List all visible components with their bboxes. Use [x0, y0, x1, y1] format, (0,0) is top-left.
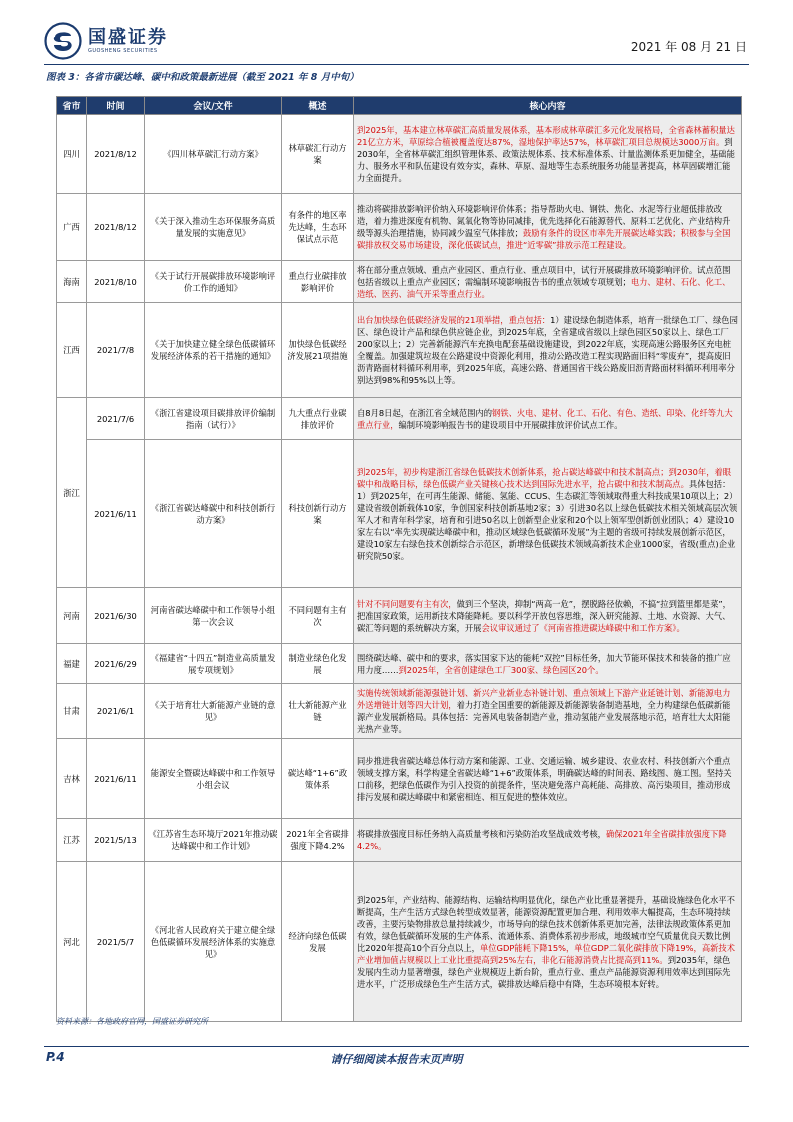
document-cell: 《江苏省生态环境厅2021年推动碳达峰碳中和工作计划》 [145, 819, 282, 862]
brand-name: 国盛证券 [88, 27, 168, 48]
summary-cell: 不同问题有主有次 [282, 588, 354, 644]
content-text: 自8月8日起，在浙江省全域范围内的 [357, 407, 493, 418]
header-summary: 概述 [282, 97, 354, 115]
guosheng-logo-icon [44, 22, 82, 60]
highlight-text: 到2025年，全省创建绿色工厂300家、绿色园区20个。 [398, 664, 604, 675]
highlight-text: 实施传统领域新能源强链计划、新兴产业新业态补链计划、重点领域上下游产业延链计划、新能源电力外送增链计划等四大计划， [357, 688, 731, 710]
date-cell: 2021/7/8 [87, 303, 145, 398]
date-cell: 2021/8/12 [87, 115, 145, 194]
highlight-text: 到2025年，基本建立林草碳汇高质量发展体系，基本形成林草碳汇多元化发展格局，全省森林蓄积量达21亿立方米，草原综合植被覆盖度达87%，湿地保护率达57%，林草碳汇项目总规模达3000万亩。 [357, 125, 735, 147]
policy-table [56, 96, 742, 1022]
document-cell: 河南省碳达峰碳中和工作领导小组第一次会议 [145, 588, 282, 644]
document-cell: 《福建省“十四五”制造业高质量发展专项规划》 [145, 644, 282, 684]
page-number: P.4 [46, 1050, 65, 1064]
province-cell: 海南 [57, 261, 87, 303]
province-cell: 吉林 [57, 739, 87, 819]
province-cell: 河南 [57, 588, 87, 644]
highlight-text: 针对不同问题要有主有次， [357, 598, 457, 609]
date-cell: 2021/6/29 [87, 644, 145, 684]
document-cell: 《河北省人民政府关于建立健全绿色低碳循环发展经济体系的实施意见》 [145, 862, 282, 1022]
table-row [57, 684, 742, 739]
summary-cell: 制造业绿色化发展 [282, 644, 354, 684]
table-row [57, 644, 742, 684]
table-row [57, 739, 742, 819]
page-header [44, 22, 749, 64]
highlight-text: 出台加快绿色低碳经济发展的21项举措，重点包括： [357, 315, 551, 325]
content-cell [354, 115, 742, 194]
content-cell [354, 303, 742, 398]
summary-cell: 九大重点行业碳排放评价 [282, 398, 354, 440]
content-cell [354, 588, 742, 644]
content-cell [354, 819, 742, 862]
content-text: 到2030年，全省林草碳汇组织管理体系、政策法规体系、技术标准体系、计量监测体系更加健全，基础能力、服务水平和队伍建设有效夯实，森林、草原、湿地等生态系统服务功能显著提高，林草固碳增汇能力全面提升。 [357, 137, 735, 183]
header-divider [44, 64, 749, 65]
content-text: 1）建设绿色制造体系，培育一批绿色工厂、绿色园区、绿色设计产品和绿色供应链企业，到2025年底，全省建成省级以上绿色园区50家以上、绿色工厂200家以上；2）完善新能源汽车充换电配套基础设施建设，到2022年底，实现高速公路服务区充电桩全覆盖。加强建筑垃圾在公路建设中资源化利用，推动公路改造工程实现路面旧料“零废弃”，提高废旧沥青路面材料循环利用率，到2025年底，高速公路、普通国省干线公路废旧沥青路面材料循环利用率分别达到98%和95%以上等。 [357, 315, 738, 385]
content-cell [354, 440, 742, 588]
summary-cell: 林草碳汇行动方案 [282, 115, 354, 194]
province-cell: 甘肃 [57, 684, 87, 739]
date-cell: 2021/5/7 [87, 862, 145, 1022]
table-row [57, 862, 742, 1022]
content-text: 具体包括：1）到2025年，在可再生能源、储能、氢能、CCUS、生态碳汇等领域取得重大科技成果10项以上；2）建设省级创新载体10家，争创国家科技创新基地2家；3）引进30名以上绿色低碳技术相关领域高层次领军人才和青年科学家，培育和引进50名以上创新型企业家和20个以上领军型创新创业团队；4）建设10家左右以“率先实现碳达峰碳中和，推动区域绿色低碳循环发展”为主题的省级可持续发展创新示范区，建设10家左右绿色技术创新综合示范区，新增绿色低碳技术领域高新技术企业1000家，省级(重点)企业研究院50家。 [357, 478, 738, 561]
header-meeting-doc: 会议/文件 [145, 97, 282, 115]
header-time: 时间 [87, 97, 145, 115]
header-core-content: 核心内容 [354, 97, 742, 115]
table-row [57, 588, 742, 644]
date-cell: 2021/7/6 [87, 398, 145, 440]
date-cell: 2021/8/12 [87, 194, 145, 261]
province-cell: 四川 [57, 115, 87, 194]
summary-cell: 碳达峰“1+6”政策体系 [282, 739, 354, 819]
document-cell: 能源安全暨碳达峰碳中和工作领导小组会议 [145, 739, 282, 819]
footer-divider [44, 1046, 749, 1047]
report-date: 2021 年 08 月 21 日 [630, 40, 747, 54]
content-text: 做到三个坚决，抑制“两高一危”，摆脱路径依赖，不搞“拉到篮里都是菜”，把准国家政策，运用新技术降能降耗。要以科学开放包容思维，深入研究能源、土地、水资源、大气、碳汇等问题的系统解决方案，开展 [357, 598, 731, 633]
content-text: 将碳排放强度目标任务纳入高质量考核和污染防治攻坚战成效考核， [357, 829, 606, 839]
table-row [57, 303, 742, 398]
summary-cell: 重点行业碳排放影响评价 [282, 261, 354, 303]
content-text: 将在部分重点领域、重点产业园区、重点行业、重点项目中，试行开展碳排放环境影响评价。试点范围包括省级以上重点产业园区；需编制环境影响报告书的重点领域专项规划； [357, 264, 731, 287]
document-cell: 《关于加快建立健全绿色低碳循环发展经济体系的若干措施的通知》 [145, 303, 282, 398]
source-note: 资料来源：各地政府官网，国盛证券研究所 [56, 1017, 208, 1026]
content-cell [354, 398, 742, 440]
brand-name-en: GUOSHENG SECURITIES [88, 48, 158, 54]
highlight-text: 单位GDP能耗下降15%，单位GDP二氧化碳排放下降19%，高新技术产业增加值占规模以上工业比重提高到25%左右，非化石能源消费占比提高到11%。 [357, 942, 736, 965]
province-cell: 江西 [57, 303, 87, 398]
content-text: 到2025年，产业结构、能源结构、运输结构明显优化，绿色产业比重显著提升，基础设施绿色化水平不断提高，生产生活方式绿色转型成效显著，能源资源配置更加合理、利用效率大幅提高，生态环境持续改善，主要污染物排放总量持续减少，市场导向的绿色技术创新体系更加完善，法律法规政策体系更加有效，绿色低碳循环发展的生产体系、流通体系、消费体系初步形成，地级城市空气质量优良天数比例比2020年提高10个百分点以上， [357, 894, 735, 953]
highlight-text: 会议审议通过了《河南省推进碳达峰碳中和工作方案》。 [481, 622, 685, 633]
highlight-text: 确保2021年全省碳排放强度下降4.2%。 [357, 829, 727, 851]
summary-cell: 加快绿色低碳经济发展21项措施 [282, 303, 354, 398]
document-cell: 《浙江省碳达峰碳中和科技创新行动方案》 [145, 440, 282, 588]
content-text: 围绕碳达峰、碳中和的要求，落实国家下达的能耗“双控”目标任务，加大节能环保技术和装备的推广应用力度…… [357, 652, 731, 675]
document-cell: 《关于深入推动生态环保服务高质量发展的实施意见》 [145, 194, 282, 261]
province-cell: 江苏 [57, 819, 87, 862]
document-cell: 《关于培育壮大新能源产业链的意见》 [145, 684, 282, 739]
date-cell: 2021/6/1 [87, 684, 145, 739]
content-cell [354, 644, 742, 684]
summary-cell: 经济向绿色低碳发展 [282, 862, 354, 1022]
content-text: 着力打造全国重要的新能源及新能源装备制造基地，全力构建绿色低碳新能源产业发展新格局。具体包括：完善风电装备制造产业，推动氢能产业发展落地示范，培育壮大太阳能光热产业等。 [357, 700, 731, 734]
table-row [57, 194, 742, 261]
summary-cell: 壮大新能源产业链 [282, 684, 354, 739]
table-row [57, 440, 742, 588]
content-cell [354, 194, 742, 261]
province-cell: 河北 [57, 862, 87, 1022]
content-text: 推动将碳排放影响评价纳入环境影响评价体系；指导帮助火电、钢铁、焦化、水泥等行业超低排放改造，着力推进深度有机物、氮氧化物等协同减排，优先选择化石能源替代、原料工艺优化、产业结构升级等源头治理措施，协同减少温室气体排放； [357, 204, 731, 238]
content-text: 到2035年，绿色发展内生动力显著增强，绿色产业规模迈上新台阶，重点行业、重点产品能源资源利用效率达到国际先进水平，广泛形成绿色生产生活方式，碳排放达峰后稳中有降，生态环境根本好转。 [357, 954, 731, 989]
date-cell: 2021/6/30 [87, 588, 145, 644]
summary-cell: 科技创新行动方案 [282, 440, 354, 588]
table-row [57, 261, 742, 303]
table-header-row [57, 97, 742, 115]
highlight-text: 钢铁、火电、建材、化工、石化、有色、造纸、印染、化纤等九大重点行业， [357, 407, 733, 430]
content-cell [354, 684, 742, 739]
highlight-text: 鼓励有条件的设区市率先开展碳达峰实践；积极参与全国碳排放权交易市场建设，深化低碳试点，推进“近零碳”排放示范工程建设。 [357, 228, 731, 250]
province-cell: 浙江 [57, 398, 87, 588]
content-cell [354, 739, 742, 819]
content-text: 同步推进我省碳达峰总体行动方案和能源、工业、交通运输、城乡建设、农业农村、科技创新六个重点领域支撑方案，科学构建全省碳达峰“1+6”政策体系，明确碳达峰的时间表、路线图、施工图。坚持关口前移，把绿色低碳作为引入投资的前提条件，坚决避免落户高耗能、高排放、高污染项目，推动形成排污发展和碳达峰碳中和紧密相连、相互促进的整体效应。 [357, 755, 732, 802]
document-cell: 《四川林草碳汇行动方案》 [145, 115, 282, 194]
table-row [57, 819, 742, 862]
header-province: 省市 [57, 97, 87, 115]
date-cell: 2021/6/11 [87, 440, 145, 588]
highlight-text: 到2025年，初步构建浙江省绿色低碳技术创新体系，抢占碳达峰碳中和技术制高点；到2030年，着眼碳中和战略目标，绿色低碳产业关键核心技术达到国际先进水平，抢占碳中和技术制高点。 [357, 466, 732, 489]
table-row [57, 115, 742, 194]
figure-title: 图表 3：各省市碳达峰、碳中和政策最新进展（截至 2021 年 8 月中旬） [46, 72, 359, 83]
footer-disclaimer: 请仔细阅读本报告末页声明 [330, 1053, 463, 1066]
province-cell: 广西 [57, 194, 87, 261]
document-cell: 《浙江省建设项目碳排放评价编制指南（试行）》 [145, 398, 282, 440]
document-cell: 《关于试行开展碳排放环境影响评价工作的通知》 [145, 261, 282, 303]
content-text: 编制环境影响报告书的建设项目中开展碳排放评价试点工作。 [398, 419, 623, 430]
province-cell: 福建 [57, 644, 87, 684]
table-row [57, 398, 742, 440]
content-cell [354, 862, 742, 1022]
date-cell: 2021/8/10 [87, 261, 145, 303]
summary-cell: 有条件的地区率先达峰，生态环保试点示范 [282, 194, 354, 261]
brand-logo [44, 22, 168, 60]
highlight-text: 电力、建材、石化、化工、造纸、医药、油气开采等重点行业。 [357, 276, 731, 299]
content-cell [354, 261, 742, 303]
date-cell: 2021/6/11 [87, 739, 145, 819]
date-cell: 2021/5/13 [87, 819, 145, 862]
summary-cell: 2021年全省碳排强度下降4.2% [282, 819, 354, 862]
